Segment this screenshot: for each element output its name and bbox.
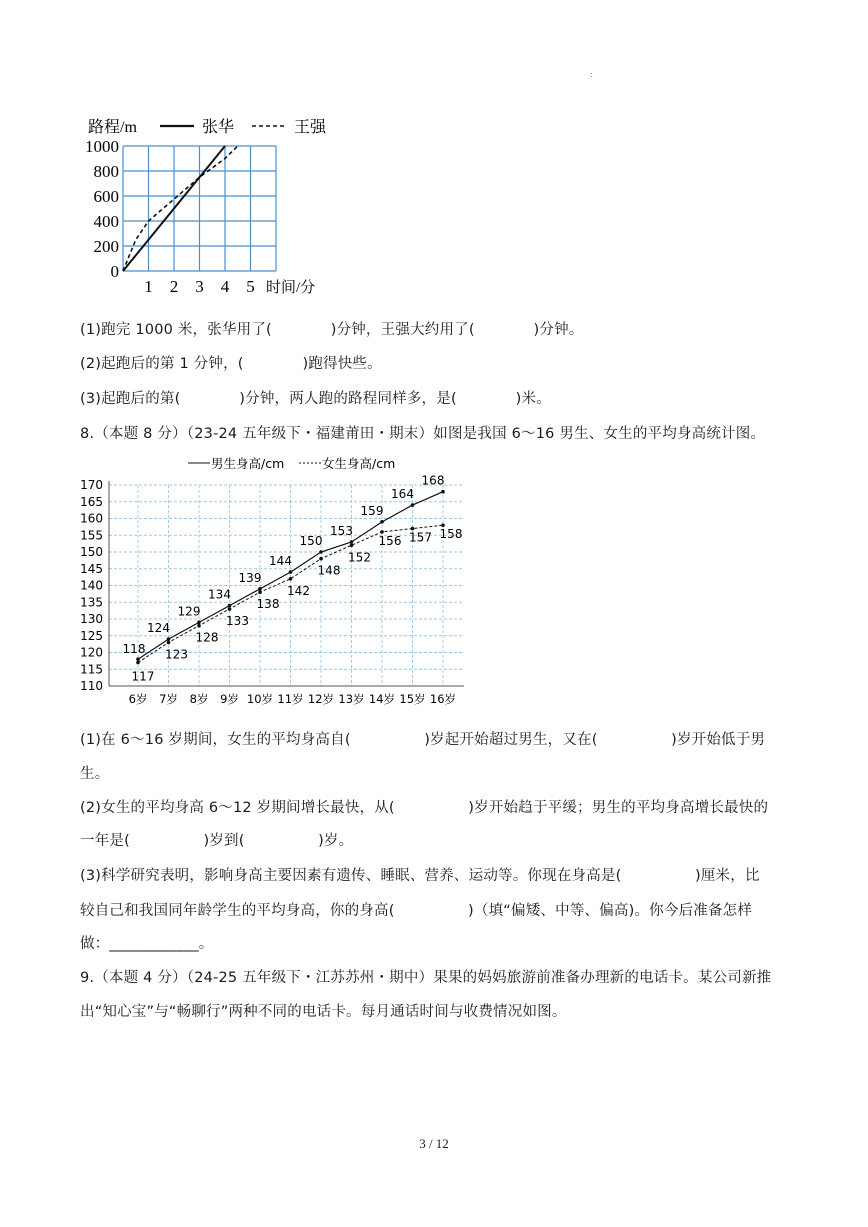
chart2-y-tick: 135 bbox=[80, 595, 103, 610]
distance-time-chart bbox=[80, 108, 370, 303]
chart2-data-label: 124 bbox=[147, 621, 170, 636]
chart2-point bbox=[228, 607, 232, 611]
chart1-y-axis-label: 路程/m bbox=[88, 119, 137, 136]
chart2-legend-label: 女生身高/cm bbox=[322, 456, 396, 471]
chart1-legend-label: 王强 bbox=[294, 119, 327, 136]
q8-part3-cont: 较自己和我国同年龄学生的平均身高，你的身高( )（填“偏矮、中等、偏高)。你今后准备怎样 bbox=[80, 903, 753, 919]
chart1-x-tick: 1 bbox=[144, 277, 153, 296]
q8-part1-cont: 生。 bbox=[80, 766, 110, 782]
chart2-point bbox=[228, 604, 232, 608]
chart2-point bbox=[258, 590, 262, 594]
chart2-data-label: 164 bbox=[391, 487, 414, 502]
chart1-legend bbox=[160, 118, 327, 136]
chart1-tick-labels bbox=[85, 137, 255, 296]
chart2-legend-label: 男生身高/cm bbox=[211, 456, 285, 471]
chart2-point bbox=[289, 570, 293, 574]
q7-part1: (1)跑完 1000 米，张华用了( )分钟，王强大约用了( )分钟。 bbox=[80, 322, 584, 338]
chart2-data-label: 157 bbox=[409, 530, 432, 545]
chart1-x-axis-label: 时间/分 bbox=[266, 280, 316, 296]
chart2-data-label: 123 bbox=[165, 647, 188, 662]
chart1-series bbox=[123, 146, 238, 271]
chart2-point bbox=[258, 587, 262, 591]
height-chart bbox=[76, 452, 486, 712]
chart1-y-tick: 800 bbox=[93, 162, 119, 181]
chart2-x-tick: 11岁 bbox=[277, 692, 304, 706]
chart1-y-tick: 1000 bbox=[85, 137, 119, 156]
chart1-legend-label: 张华 bbox=[202, 119, 235, 136]
chart2-y-tick: 125 bbox=[80, 628, 103, 643]
chart1-y-tick: 0 bbox=[110, 262, 119, 281]
chart2-y-tick: 140 bbox=[80, 578, 103, 593]
chart2-data-label: 142 bbox=[287, 583, 310, 598]
chart2-data-label: 150 bbox=[299, 534, 323, 548]
chart2-data-label: 117 bbox=[131, 669, 155, 684]
chart1-x-tick: 5 bbox=[246, 277, 255, 296]
corner-mark: : bbox=[590, 70, 593, 79]
chart2-data-label: 118 bbox=[122, 642, 146, 657]
chart2-data-label: 156 bbox=[378, 533, 402, 548]
chart2-data-label: 133 bbox=[226, 613, 249, 628]
q7-part2: (2)起跑后的第 1 分钟，( )跑得快些。 bbox=[80, 356, 382, 372]
chart2-legend bbox=[188, 456, 395, 471]
q8-part1: (1)在 6～16 岁期间，女生的平均身高自( )岁起开始超过男生，又在( )岁开始低于男 bbox=[80, 732, 766, 748]
chart2-point bbox=[136, 657, 140, 661]
chart2-x-tick: 10岁 bbox=[246, 692, 274, 706]
chart2-data-label: 168 bbox=[421, 473, 445, 488]
chart2-y-tick: 115 bbox=[80, 662, 103, 677]
chart2-point bbox=[136, 661, 140, 665]
chart2-point bbox=[197, 621, 201, 625]
chart2-point bbox=[441, 490, 445, 494]
chart2-y-tick: 170 bbox=[80, 478, 103, 492]
chart2-y-tick: 150 bbox=[80, 545, 103, 559]
page-number: 3 / 12 bbox=[419, 1136, 449, 1151]
chart2-y-tick: 130 bbox=[80, 612, 103, 626]
chart1-x-tick: 2 bbox=[169, 277, 179, 296]
chart2-x-tick: 9岁 bbox=[220, 692, 239, 706]
chart2-point bbox=[350, 544, 354, 548]
chart2-y-tick: 160 bbox=[80, 511, 103, 526]
chart2-point bbox=[411, 503, 415, 507]
chart2-data-label: 152 bbox=[348, 550, 371, 565]
chart2-data-label: 138 bbox=[256, 597, 280, 612]
chart2-x-tick: 7岁 bbox=[159, 692, 178, 706]
chart2-data-label: 148 bbox=[317, 563, 341, 578]
chart2-y-tick: 155 bbox=[80, 528, 103, 543]
chart2-point bbox=[350, 540, 354, 544]
chart2-point bbox=[197, 624, 201, 628]
q9-heading-cont: 出“知心宝”与“畅聊行”两种不同的电话卡。每月通话时间与收费情况如图。 bbox=[80, 1004, 567, 1020]
chart2-data-label: 128 bbox=[195, 630, 219, 645]
chart2-x-tick: 6岁 bbox=[128, 692, 148, 706]
q7-part3: (3)起跑后的第( )分钟，两人跑的路程同样多，是( )米。 bbox=[80, 391, 551, 407]
q8-part2: (2)女生的平均身高 6～12 岁期间增长最快，从( )岁开始趋于平缓；男生的平均身高增长最快的 bbox=[80, 800, 769, 816]
chart2-y-tick: 165 bbox=[80, 494, 103, 509]
chart2-x-tick: 12岁 bbox=[307, 692, 335, 706]
chart2-y-tick: 120 bbox=[80, 645, 103, 660]
chart2-point bbox=[319, 557, 323, 561]
chart1-x-tick: 3 bbox=[195, 277, 204, 296]
chart2-data-label: 139 bbox=[238, 570, 262, 585]
chart2-x-tick: 16岁 bbox=[429, 692, 457, 706]
chart2-y-tick: 145 bbox=[80, 561, 103, 576]
chart1-series-line-王强 bbox=[123, 146, 238, 271]
chart2-x-tick: 8岁 bbox=[189, 692, 209, 706]
chart2-point bbox=[167, 641, 171, 645]
chart2-point bbox=[167, 637, 171, 641]
chart1-y-tick: 200 bbox=[93, 237, 119, 256]
chart2-data-label: 153 bbox=[330, 523, 353, 538]
chart2-x-tick: 13岁 bbox=[338, 692, 365, 706]
chart2-point bbox=[289, 577, 293, 581]
chart1-x-tick: 4 bbox=[220, 277, 230, 296]
chart1-grid bbox=[123, 146, 276, 271]
q8-part3-answer: 做：____________。 bbox=[80, 936, 214, 952]
chart2-data-label: 159 bbox=[360, 503, 384, 518]
chart2-data-label: 134 bbox=[208, 587, 231, 602]
q8-part3: (3)科学研究表明，影响身高主要因素有遗传、睡眠、营养、运动等。你现在身高是( )厘米，比 bbox=[80, 868, 760, 884]
chart2-point bbox=[380, 520, 384, 524]
chart2-data-label: 158 bbox=[439, 527, 463, 542]
chart2-data-label: 144 bbox=[269, 554, 292, 569]
q8-part2-cont: 一年是( )岁到( )岁。 bbox=[80, 833, 354, 849]
q9-heading: 9.（本题 4 分）（24-25 五年级下・江苏苏州・期中）果果的妈妈旅游前准备办理新的电话卡。某公司新推 bbox=[80, 970, 772, 986]
q8-heading: 8.（本题 8 分）（23-24 五年级下・福建莆田・期末）如图是我国 6～16 男生、女生的平均身高统计图。 bbox=[80, 426, 766, 442]
chart2-data-label: 129 bbox=[177, 604, 201, 619]
chart1-y-tick: 400 bbox=[93, 212, 119, 231]
chart2-x-tick: 15岁 bbox=[399, 692, 426, 706]
chart2-y-tick: 110 bbox=[80, 679, 103, 693]
chart1-y-tick: 600 bbox=[93, 187, 119, 206]
chart2-point bbox=[319, 550, 323, 554]
chart2-x-tick: 14岁 bbox=[368, 692, 396, 706]
